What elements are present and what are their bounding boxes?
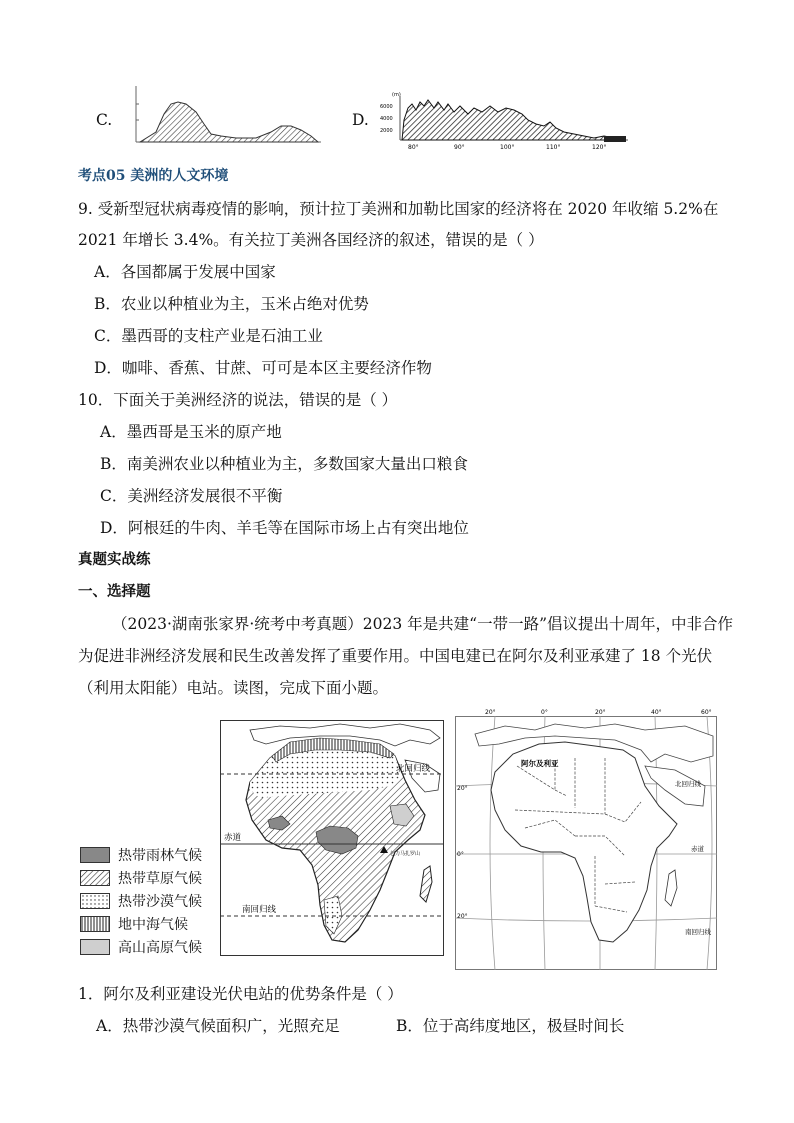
- equator-label: 赤道: [691, 845, 704, 853]
- q10-stem: 10．下面关于美洲经济的说法，错误的是（ ）: [78, 391, 398, 409]
- d-y-tick: 4000: [380, 116, 393, 122]
- q9-stem-line1: 9. 受新型冠状病毒疫情的影响，预计拉丁美洲和加勒比国家的经济将在 2020 年收缩 5.2%在: [78, 200, 719, 218]
- lon-tick: 40°: [651, 709, 662, 716]
- d-x-tick: 110°: [546, 144, 561, 151]
- africa-political-map: [455, 706, 717, 970]
- d-y-tick-unit: (m): [392, 92, 401, 98]
- q1-option-b: B．位于高纬度地区，极昼时间长: [396, 1017, 625, 1035]
- north-tropic-label: 北回归线: [396, 764, 431, 774]
- q9-option-d: D．咖啡、香蕉、甘蔗、可可是本区主要经济作物: [94, 359, 432, 377]
- q1-stem: 1．阿尔及利亚建设光伏电站的优势条件是（ ）: [78, 985, 403, 1003]
- section-title: 考点05 美洲的人文环境: [78, 168, 229, 184]
- lon-tick: 20°: [485, 709, 496, 716]
- d-x-tick: 80°: [408, 144, 419, 151]
- option-d-label: D.: [352, 111, 369, 129]
- lon-tick: 20°: [595, 709, 606, 716]
- d-x-tick: 120°: [592, 144, 607, 151]
- d-x-tick: 90°: [454, 144, 465, 151]
- legend-rainforest: [80, 846, 202, 864]
- q9-option-b: B．农业以种植业为主，玉米占绝对优势: [94, 295, 369, 313]
- africa-climate-map: [220, 720, 444, 956]
- legend-label: 热带沙漠气候: [118, 894, 202, 910]
- choice-title: 一、选择题: [78, 583, 151, 600]
- passage-line3: （利用太阳能）电站。读图，完成下面小题。: [78, 679, 389, 697]
- south-tropic-label: 南回归线: [685, 928, 711, 936]
- q10-option-a: A．墨西哥是玉米的原产地: [100, 423, 282, 441]
- legend-savanna: [80, 869, 202, 887]
- lat-tick: 20°: [457, 913, 468, 920]
- savanna-swatch: [80, 870, 110, 886]
- mediterranean-swatch: [80, 916, 110, 932]
- d-y-tick: 6000: [380, 104, 393, 110]
- option-c-label: C.: [96, 111, 113, 129]
- passage-line2: 为促进非洲经济发展和民生改善发挥了重要作用。中国电建已在阿尔及利亚承建了 18 个光伏: [78, 647, 713, 665]
- algeria-label: 阿尔及利亚: [521, 759, 559, 768]
- passage-line1: （2023·湖南张家界·统考中考真题）2023 年是共建“一带一路”倡议提出十周年，中非合作: [112, 615, 734, 633]
- q9-option-a: A．各国都属于发展中国家: [94, 263, 276, 281]
- d-y-tick: 2000: [380, 128, 393, 134]
- north-tropic-label: 北回归线: [675, 780, 701, 788]
- practice-title: 真题实战练: [78, 551, 151, 568]
- d-x-tick: 100°: [500, 144, 515, 151]
- kilimanjaro-label: 乞力马扎罗山: [390, 851, 421, 857]
- q1-option-a: A．热带沙漠气候面积广，光照充足: [96, 1017, 340, 1035]
- legend-highland: [80, 938, 202, 956]
- lon-tick: 0°: [541, 709, 548, 716]
- q10-option-b: B．南美洲农业以种植业为主，多数国家大量出口粮食: [100, 455, 468, 473]
- equator-label: 赤道: [224, 833, 242, 843]
- legend-label: 热带雨林气候: [118, 848, 202, 864]
- option-c-profile-image: [126, 84, 326, 152]
- legend-mediterranean: [80, 915, 188, 933]
- legend-label: 热带草原气候: [118, 871, 202, 887]
- highland-swatch: [80, 939, 110, 955]
- q9-option-c: C．墨西哥的支柱产业是石油工业: [94, 327, 323, 345]
- legend-label: 地中海气候: [118, 917, 188, 933]
- option-d-profile-image: [378, 90, 633, 152]
- q10-option-d: D．阿根廷的牛肉、羊毛等在国际市场上占有突出地位: [100, 519, 469, 537]
- q10-option-c: C．美洲经济发展很不平衡: [100, 487, 283, 505]
- legend-label: 高山高原气候: [118, 940, 202, 956]
- south-tropic-label: 南回归线: [242, 905, 277, 915]
- lat-tick: 20°: [457, 785, 468, 792]
- lon-tick: 60°: [701, 709, 712, 716]
- rainforest-swatch: [80, 847, 110, 863]
- q9-stem-line2: 2021 年增长 3.4%。有关拉丁美洲各国经济的叙述，错误的是（ ）: [78, 231, 544, 249]
- desert-swatch: [80, 893, 110, 909]
- lat-tick: 0°: [457, 851, 464, 858]
- legend-desert: [80, 892, 202, 910]
